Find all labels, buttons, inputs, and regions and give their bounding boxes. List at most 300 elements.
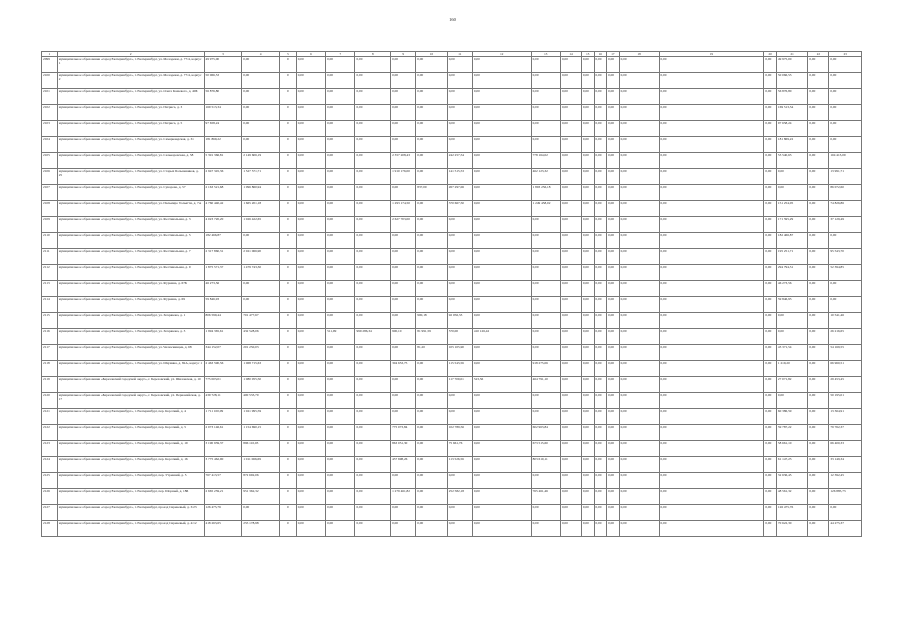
value-cell: 0,00 [619, 105, 659, 121]
value-cell: 201 250,03 [242, 345, 280, 361]
value-cell: 0,00 [296, 473, 325, 489]
value-cell: 0,00 [296, 281, 325, 297]
value-cell: 0,00 [776, 393, 807, 409]
value-cell: 0,00 [581, 409, 594, 425]
value-cell: 49 975,00 [204, 57, 242, 73]
value-cell: 0 [279, 409, 296, 425]
row-number: 2101 [42, 89, 58, 105]
value-cell: 0,00 [472, 441, 531, 457]
value-cell: 0 [279, 393, 296, 409]
value-cell: 0,00 [560, 361, 581, 377]
table-row [42, 281, 862, 297]
value-cell: 0,00 [808, 105, 829, 121]
value-cell: 0,00 [560, 57, 581, 73]
value-cell: 0,00 [829, 505, 862, 521]
value-cell: 0,00 [829, 137, 862, 153]
value-cell: 0,00 [594, 457, 607, 473]
value-cell: 0,00 [594, 393, 607, 409]
value-cell: 0,00 [659, 361, 764, 377]
value-cell: 0,00 [581, 249, 594, 265]
value-cell: 0,00 [391, 185, 416, 201]
value-cell: 0,00 [326, 105, 355, 121]
value-cell: 0,00 [242, 233, 280, 249]
value-cell: 370 667,50 [447, 201, 472, 217]
value-cell: 2 021 066,90 [242, 249, 280, 265]
value-cell: 242 257,54 [447, 153, 472, 169]
value-cell: 0,00 [242, 89, 280, 105]
value-cell: 2 357 208,43 [391, 153, 416, 169]
value-cell: 0,00 [560, 153, 581, 169]
value-cell: 0,00 [776, 329, 807, 345]
value-cell: 0,00 [326, 361, 355, 377]
value-cell: 0,00 [391, 297, 416, 313]
value-cell: 0,00 [560, 313, 581, 329]
value-cell: 56 876,80 [776, 89, 807, 105]
value-cell: 53 540,63 [776, 153, 807, 169]
value-cell: 0,00 [416, 521, 447, 537]
value-cell: 0,00 [619, 201, 659, 217]
value-cell: 0,00 [594, 249, 607, 265]
value-cell: 0 [279, 185, 296, 201]
value-cell: 0,00 [659, 73, 764, 89]
value-cell: 0,00 [776, 169, 807, 185]
value-cell: 0,00 [447, 89, 472, 105]
value-cell: 0,00 [581, 329, 594, 345]
value-cell: 701 477,67 [242, 313, 280, 329]
value-cell: 0,00 [355, 249, 391, 265]
value-cell: 195 251,71 [776, 249, 807, 265]
value-cell: 0,00 [472, 137, 531, 153]
value-cell: 0,00 [594, 137, 607, 153]
value-cell: 0,00 [447, 505, 472, 521]
value-cell: 0,00 [447, 393, 472, 409]
value-cell: 837,00 [416, 185, 447, 201]
value-cell: 0,00 [607, 217, 620, 233]
value-cell: 0,00 [560, 297, 581, 313]
value-cell: 0 [279, 377, 296, 393]
column-number: 22 [808, 52, 829, 57]
value-cell: 0,00 [472, 153, 531, 169]
value-cell: 46 273,56 [776, 281, 807, 297]
value-cell: 0,00 [619, 393, 659, 409]
value-cell: 0,00 [296, 105, 325, 121]
value-cell: 0,00 [472, 281, 531, 297]
value-cell: 0,00 [619, 313, 659, 329]
value-cell: 0,00 [764, 281, 777, 297]
value-cell: 918 275,06 [531, 361, 560, 377]
value-cell: 0,00 [531, 137, 560, 153]
column-number: 12 [472, 52, 531, 57]
value-cell: 0,00 [355, 265, 391, 281]
column-number: 11 [447, 52, 472, 57]
value-cell: 0,00 [531, 233, 560, 249]
value-cell: 0,00 [472, 185, 531, 201]
value-cell: 344 152,07 [204, 345, 242, 361]
value-cell: 0,00 [472, 233, 531, 249]
value-cell: 0,00 [472, 361, 531, 377]
table-row [42, 153, 862, 169]
value-cell: 0,00 [472, 393, 531, 409]
value-cell: 0,00 [242, 281, 280, 297]
value-cell: 0,00 [560, 89, 581, 105]
value-cell: 52 394,85 [829, 265, 862, 281]
value-cell: 102 789,56 [447, 425, 472, 441]
row-number: 2110 [42, 233, 58, 249]
value-cell: 0,00 [416, 505, 447, 521]
address-cell: муниципальное образование «город Екатеринбург», г. Екатеринбург, ул. Олега Кошевого, д. 40Б [57, 89, 204, 105]
table-row [42, 137, 862, 153]
value-cell: 0,00 [242, 57, 280, 73]
value-cell: 0,00 [808, 169, 829, 185]
value-cell: 673 515,60 [531, 441, 560, 457]
value-cell: 141 515,53 [447, 169, 472, 185]
value-cell: 0,00 [472, 505, 531, 521]
value-cell: 29 453,45 [829, 377, 862, 393]
table-row [42, 105, 862, 121]
value-cell: 0,00 [764, 297, 777, 313]
value-cell: 0,00 [560, 425, 581, 441]
value-cell: 0,00 [581, 217, 594, 233]
value-cell: 0,00 [607, 409, 620, 425]
value-cell: 1 096 860,94 [242, 185, 280, 201]
value-cell: 0,00 [659, 489, 764, 505]
value-cell: 0,00 [607, 505, 620, 521]
value-cell: 0,00 [326, 57, 355, 73]
value-cell: 0,00 [326, 185, 355, 201]
value-cell: 0,00 [619, 377, 659, 393]
value-cell: 0,00 [355, 505, 391, 521]
value-cell: 0,00 [619, 137, 659, 153]
address-cell: муниципальное образование «город Екатеринбург», г. Екатеринбург, ул. Хохрякова, д. 3 [57, 329, 204, 345]
value-cell: 0,00 [472, 105, 531, 121]
address-cell: муниципальное образование «город Екатеринбург», г. Екатеринбург, ул. Патриса, д. 3 [57, 105, 204, 121]
table-row [42, 185, 862, 201]
value-cell: 0 [279, 105, 296, 121]
value-cell: 0,00 [531, 473, 560, 489]
address-cell: муниципальное образование «город Екатеринбург», г. Екатеринбург, ул. Старых Большевиков, д. 25 [57, 169, 204, 185]
value-cell: 0,00 [594, 185, 607, 201]
value-cell: 0,00 [391, 393, 416, 409]
value-cell: 0,00 [296, 505, 325, 521]
value-cell: 0,00 [659, 313, 764, 329]
value-cell: 0,00 [594, 265, 607, 281]
value-cell: 182 466,87 [204, 233, 242, 249]
value-cell: 0,00 [808, 201, 829, 217]
value-cell: 0,00 [416, 377, 447, 393]
value-cell: 0,00 [355, 473, 391, 489]
value-cell: 0,00 [581, 73, 594, 89]
value-cell: 0,00 [581, 233, 594, 249]
value-cell: 0,00 [607, 297, 620, 313]
value-cell: 0,00 [607, 377, 620, 393]
value-cell: 0,00 [326, 441, 355, 457]
value-cell: 0,00 [808, 265, 829, 281]
value-cell: 0,00 [296, 521, 325, 537]
value-cell: 0,00 [829, 297, 862, 313]
value-cell: 0,00 [619, 297, 659, 313]
value-cell: 0,00 [619, 169, 659, 185]
row-number: 2120 [42, 393, 58, 409]
value-cell: 0,00 [391, 89, 416, 105]
value-cell: 0,00 [391, 473, 416, 489]
value-cell: 0,00 [391, 73, 416, 89]
value-cell: 26 216,65 [829, 329, 862, 345]
column-number: 15 [581, 52, 594, 57]
value-cell: 0,00 [416, 457, 447, 473]
table-row [42, 489, 862, 505]
value-cell: 0,00 [296, 89, 325, 105]
value-cell: 0,00 [296, 329, 325, 345]
column-number: 14 [560, 52, 581, 57]
value-cell: 0,00 [326, 313, 355, 329]
value-cell: 0,00 [581, 313, 594, 329]
value-cell: 0,00 [416, 121, 447, 137]
value-cell: 0,00 [472, 457, 531, 473]
value-cell: 0,00 [581, 281, 594, 297]
value-cell: 767 413,57 [204, 473, 242, 489]
value-cell: 66 400,33 [829, 441, 862, 457]
value-cell: 2 947 345,36 [204, 169, 242, 185]
value-cell: 0,00 [472, 521, 531, 537]
value-cell: 0,00 [296, 489, 325, 505]
value-cell: 0,00 [391, 521, 416, 537]
value-cell: 79 762,37 [829, 425, 862, 441]
row-number: 2115 [42, 313, 58, 329]
value-cell: 0,00 [581, 505, 594, 521]
value-cell: 0,00 [594, 313, 607, 329]
value-cell: 0,00 [607, 473, 620, 489]
value-cell: 570,00 [447, 329, 472, 345]
column-number: 8 [355, 52, 391, 57]
row-number: 2121 [42, 409, 58, 425]
address-cell: муниципальное образование «город Екатеринбург», г. Екатеринбург, ул. Самаркандская, д. 31 [57, 137, 204, 153]
value-cell: 0,00 [326, 377, 355, 393]
value-cell: 27 071,82 [776, 377, 807, 393]
value-cell: 0,00 [355, 57, 391, 73]
row-number: 2116 [42, 329, 58, 345]
value-cell: 0,00 [355, 457, 391, 473]
row-number: 2128 [42, 521, 58, 537]
value-cell: 0,00 [326, 425, 355, 441]
value-cell: 0,00 [326, 153, 355, 169]
value-cell: 0,00 [764, 169, 777, 185]
value-cell: 0,00 [619, 89, 659, 105]
value-cell: 0,00 [581, 425, 594, 441]
value-cell: 0,00 [659, 249, 764, 265]
value-cell: 0,00 [560, 521, 581, 537]
value-cell: 105 105,90 [447, 345, 472, 361]
column-number: 6 [296, 52, 325, 57]
value-cell: 33 149,34 [829, 457, 862, 473]
value-cell: 13 991,71 [829, 169, 862, 185]
value-cell: 0,00 [326, 73, 355, 89]
address-cell: муниципальное образование «город Екатеринбург», г. Екатеринбург, ул. Фурмана, д. 69 [57, 297, 204, 313]
value-cell: 0,00 [326, 521, 355, 537]
value-cell: 0,00 [619, 489, 659, 505]
value-cell: 418 263,65 [204, 521, 242, 537]
table-row [42, 425, 862, 441]
value-cell: 0,00 [764, 201, 777, 217]
value-cell: 0,00 [581, 57, 594, 73]
value-cell: 0,00 [355, 441, 391, 457]
value-cell: 0,00 [472, 169, 531, 185]
value-cell: 0,00 [808, 137, 829, 153]
value-cell: 0,00 [296, 457, 325, 473]
value-cell: 0,00 [659, 217, 764, 233]
value-cell: 0,00 [326, 137, 355, 153]
value-cell: 0,00 [607, 313, 620, 329]
value-cell: 0,00 [659, 169, 764, 185]
value-cell: 0,00 [581, 153, 594, 169]
value-cell: 0 [279, 89, 296, 105]
table-row [42, 297, 862, 313]
value-cell: 0,00 [296, 233, 325, 249]
value-cell: 0,00 [619, 361, 659, 377]
value-cell: 0,00 [808, 217, 829, 233]
value-cell: 0,00 [607, 89, 620, 105]
value-cell: 3 190 939,37 [204, 441, 242, 457]
value-cell: 0,00 [560, 265, 581, 281]
value-cell: 0,00 [531, 345, 560, 361]
value-cell: 12 392,45 [829, 473, 862, 489]
value-cell: 0,00 [296, 313, 325, 329]
value-cell: 0,00 [607, 393, 620, 409]
value-cell: 0,00 [355, 489, 391, 505]
value-cell: 0,00 [416, 73, 447, 89]
value-cell: 0,00 [560, 329, 581, 345]
value-cell: 0,00 [764, 441, 777, 457]
value-cell: 0,00 [581, 345, 594, 361]
value-cell: 0,00 [296, 57, 325, 73]
value-cell: 113 526,56 [447, 457, 472, 473]
value-cell: 0,00 [808, 457, 829, 473]
row-number: 2126 [42, 489, 58, 505]
value-cell: 0,00 [764, 217, 777, 233]
value-cell: 1 080 055,50 [242, 377, 280, 393]
value-cell: 0,00 [764, 57, 777, 73]
value-cell: 0,00 [808, 185, 829, 201]
value-cell: 0,00 [607, 121, 620, 137]
value-cell: 0,00 [594, 521, 607, 537]
value-cell: 0,00 [447, 233, 472, 249]
value-cell: 0,00 [355, 105, 391, 121]
value-cell: 775 073,84 [391, 425, 416, 441]
value-cell: 0,00 [355, 185, 391, 201]
value-cell: 0,00 [472, 409, 531, 425]
value-cell: 0,00 [594, 89, 607, 105]
address-cell: муниципальное образование «город Екатеринбург», г. Екатеринбург, ул. Селькоровская, д. 58 [57, 153, 204, 169]
row-number: 2123 [42, 441, 58, 457]
value-cell: 0,00 [607, 521, 620, 537]
value-cell: 0,00 [391, 137, 416, 153]
table-row [42, 457, 862, 473]
row-number: 2125 [42, 473, 58, 489]
value-cell: 0,00 [776, 185, 807, 201]
table-row [42, 393, 862, 409]
value-cell: 0 [279, 121, 296, 137]
value-cell: 0,00 [472, 489, 531, 505]
value-cell: 0,00 [355, 281, 391, 297]
column-number: 13 [531, 52, 560, 57]
row-number: 2119 [42, 377, 58, 393]
value-cell: 0,00 [764, 121, 777, 137]
value-cell: 60 386,59 [776, 409, 807, 425]
value-cell: 0,00 [531, 217, 560, 233]
value-cell: 0,00 [416, 393, 447, 409]
value-cell: 0,00 [607, 281, 620, 297]
value-cell: 0,00 [447, 121, 472, 137]
address-cell: муниципальное образование «город Екатеринбург», г. Екатеринбург, ул. Челюскинцев, д. 68 [57, 345, 204, 361]
row-number: 2117 [42, 345, 58, 361]
value-cell: 0,00 [355, 345, 391, 361]
value-cell: 0 [279, 73, 296, 89]
value-cell: 0,00 [659, 505, 764, 521]
value-cell: 0,00 [619, 121, 659, 137]
value-cell: 0,00 [531, 313, 560, 329]
address-cell: муниципальное образование «город Екатеринбург», г. Екатеринбург, пер. Короткий, д. 16 [57, 457, 204, 473]
table-row [42, 377, 862, 393]
value-cell: 171 595,29 [776, 217, 807, 233]
value-cell: 0,00 [808, 393, 829, 409]
value-cell: 0 [279, 265, 296, 281]
value-cell: 0,00 [560, 169, 581, 185]
address-cell: муниципальное образование «город Екатеринбург», г. Екатеринбург, пер. Короткий, д. 5 [57, 425, 204, 441]
value-cell: 0,00 [808, 361, 829, 377]
row-number: 2103 [42, 121, 58, 137]
value-cell: 0 [279, 153, 296, 169]
value-cell: 0,00 [355, 393, 391, 409]
value-cell: 0,00 [391, 377, 416, 393]
value-cell: 0,00 [296, 377, 325, 393]
value-cell: 4 023 720,20 [204, 217, 242, 233]
value-cell: 0,00 [764, 137, 777, 153]
value-cell: 0,00 [594, 233, 607, 249]
value-cell: 0,00 [607, 169, 620, 185]
value-cell: 896 110,03 [242, 441, 280, 457]
value-cell: 0,00 [764, 505, 777, 521]
value-cell: 0,00 [560, 185, 581, 201]
address-cell: муниципальное образование «город Екатеринбург», г. Екатеринбург, ул. Молодежи, д. 77/4, корпус 1 [57, 57, 204, 73]
value-cell: 0,00 [447, 105, 472, 121]
value-cell: 0,00 [581, 393, 594, 409]
value-cell: 0,00 [416, 441, 447, 457]
value-cell: 0,00 [594, 425, 607, 441]
value-cell: 0,00 [326, 233, 355, 249]
value-cell: 951 362,32 [242, 489, 280, 505]
value-cell: 0,00 [531, 505, 560, 521]
value-cell: 0,00 [355, 313, 391, 329]
row-number: 2109 [42, 217, 58, 233]
value-cell: 37 129,49 [829, 217, 862, 233]
value-cell: 66 960,51 [829, 361, 862, 377]
value-cell: 863 051,30 [391, 441, 416, 457]
value-cell: 0,00 [619, 329, 659, 345]
value-cell: 0,00 [607, 201, 620, 217]
value-cell: 0,00 [416, 265, 447, 281]
value-cell: 0,00 [447, 265, 472, 281]
value-cell: 0,00 [659, 425, 764, 441]
row-number: 2105 [42, 153, 58, 169]
column-number: 10 [416, 52, 447, 57]
value-cell: 0,00 [472, 265, 531, 281]
value-cell: 0,00 [416, 489, 447, 505]
value-cell: 0 [279, 281, 296, 297]
value-cell: 0,00 [659, 521, 764, 537]
value-cell: 0,00 [594, 105, 607, 121]
value-cell: 0,00 [829, 233, 862, 249]
value-cell: 0,00 [607, 153, 620, 169]
value-cell: 0,00 [296, 425, 325, 441]
